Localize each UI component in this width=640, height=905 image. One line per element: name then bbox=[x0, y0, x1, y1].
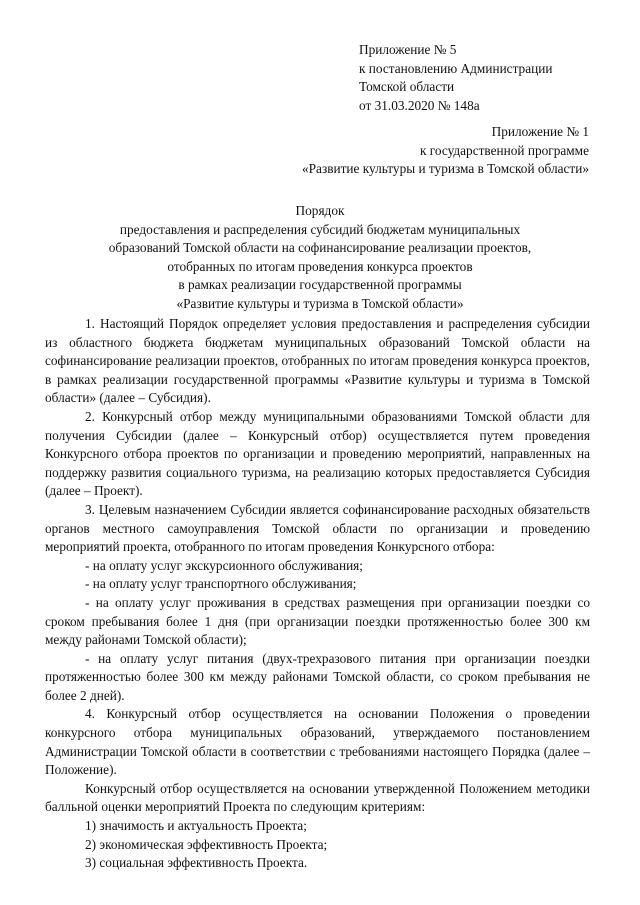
title-line: «Развитие культуры и туризма в Томской области» bbox=[176, 295, 464, 311]
title-line: отобранных по итогам проведения конкурса проектов bbox=[167, 258, 473, 274]
title-line: в рамках реализации государственной программы bbox=[178, 277, 462, 293]
annex-program-number: Приложение № 1 bbox=[491, 124, 589, 139]
paragraph-3: 3. Целевым назначением Субсидии является софинансирование расходных обязательств органов местного самоуправления Томской области по организации и проведению мероприятий проекта, отобранного по итогам проведения Конкурсного отбора: bbox=[45, 501, 590, 555]
annex-main-header bbox=[359, 41, 619, 115]
paragraph-criteria-intro: Конкурсный отбор осуществляется на основании утвержденной Положением методики балльной оценки мероприятий Проекта по следующим критериям: bbox=[45, 780, 590, 815]
annex-main-region: Томской области bbox=[359, 79, 455, 95]
list-item: - на оплату услуг транспортного обслуживания; bbox=[85, 576, 357, 592]
annex-main-decree: к постановлению Администрации bbox=[359, 60, 553, 76]
list-item: - на оплату услуг питания (двух-трехразового питания при организации поездки протяженностью более 300 км между районами Томской области, со сроком пребывания не более 2 дней). bbox=[45, 650, 590, 703]
paragraph-2: 2. Конкурсный отбор между муниципальными образованиями Томской области для получения Субсидии (далее – Конкурсный отбор) осуществляется путем проведения Конкурсного отбора проектов по организации и проведению мероприятий, направленных на поддержку развития социального туризма, на реализацию которых предоставляется Субсидия (далее – Проект). bbox=[45, 408, 590, 499]
title-line: предоставления и распределения субсидий бюджетам муниципальных bbox=[119, 221, 521, 237]
list-item: - на оплату услуг экскурсионного обслуживания; bbox=[85, 557, 363, 573]
annex-main-date: от 31.03.2020 № 148а bbox=[359, 97, 480, 113]
annex-program-header bbox=[302, 123, 589, 179]
document-title bbox=[40, 202, 600, 314]
criteria-item: 2) экономическая эффективность Проекта; bbox=[85, 836, 328, 852]
annex-program-ref: к государственной программе bbox=[419, 142, 589, 158]
paragraph-4: 4. Конкурсный отбор осуществляется на основании Положения о проведении конкурсного отбора муниципальных образований, утверждаемого постановлением Администрации Томской области в соответствии с требованиями настоящего Порядка (далее – Положение). bbox=[45, 706, 590, 778]
criteria-item: 1) значимость и актуальность Проекта; bbox=[85, 818, 307, 834]
criteria-item: 3) социальная эффективность Проекта. bbox=[85, 855, 308, 871]
list-item: - на оплату услуг проживания в средствах размещения при организации поездки со сроком пребывания более 1 дня (при организации поездки протяженностью более 300 км между районами Томской области); bbox=[45, 594, 590, 648]
annex-program-name: «Развитие культуры и туризма в Томской области» bbox=[302, 161, 589, 177]
paragraph-1: 1. Настоящий Порядок определяет условия предоставления и распределения субсидии из областного бюджета бюджетам муниципальных образований Томской области на софинансирование реализации проектов, отобранных по итогам проведения конкурса проектов, в рамках реализации государственной программы «Развитие культуры и туризма в Томской области» (далее – Субсидия). bbox=[45, 316, 591, 406]
document-body bbox=[45, 315, 590, 873]
title-heading: Порядок bbox=[295, 203, 345, 218]
annex-main-number: Приложение № 5 bbox=[359, 42, 457, 57]
title-line: образований Томской области на софинансирование реализации проектов, bbox=[108, 240, 532, 256]
